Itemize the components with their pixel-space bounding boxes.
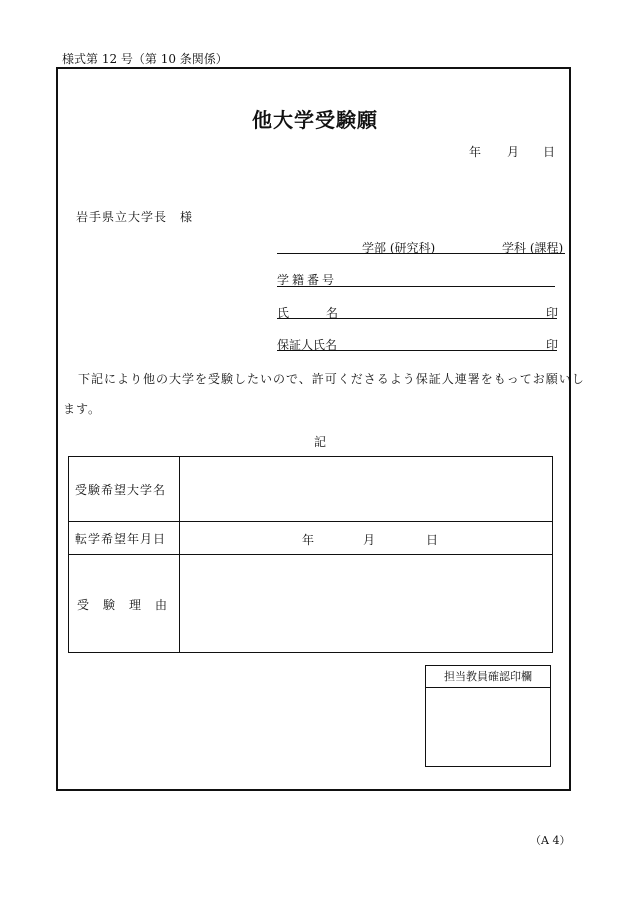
university-field[interactable] bbox=[180, 457, 553, 522]
reason-char-2: 験 bbox=[103, 597, 117, 612]
body-text-line-2: ます。 bbox=[63, 402, 102, 416]
date-day: 日 bbox=[543, 145, 556, 159]
reason-char-3: 理 bbox=[129, 597, 143, 612]
department-label: 学科 (課程) bbox=[502, 241, 564, 255]
university-label: 受験希望大学名 bbox=[69, 457, 180, 522]
name-label-second: 名 bbox=[326, 306, 339, 320]
confirmation-box-label: 担当教員確認印欄 bbox=[426, 666, 550, 688]
student-id-label: 学籍番号 bbox=[277, 273, 338, 287]
name-field[interactable] bbox=[277, 318, 557, 319]
reason-char-4: 由 bbox=[155, 597, 169, 612]
ki-heading: 記 bbox=[314, 435, 327, 449]
name-label-first: 氏 bbox=[277, 306, 290, 320]
guarantor-label: 保証人氏名 bbox=[277, 338, 338, 352]
transfer-year: 年 bbox=[302, 533, 315, 547]
transfer-date-field[interactable] bbox=[180, 522, 553, 555]
form-number: 様式第 12 号（第 10 条関係） bbox=[62, 52, 228, 66]
date-month: 月 bbox=[507, 145, 520, 159]
teacher-confirmation-box bbox=[425, 665, 551, 767]
faculty-underline bbox=[277, 253, 565, 254]
confirmation-stamp-area[interactable] bbox=[426, 688, 550, 766]
reason-label bbox=[69, 555, 180, 653]
faculty-label: 学部 (研究科) bbox=[362, 241, 436, 255]
table-row-reason bbox=[69, 555, 553, 653]
transfer-date-label: 転学希望年月日 bbox=[69, 522, 180, 555]
date-year: 年 bbox=[469, 145, 482, 159]
student-id-field[interactable] bbox=[277, 286, 555, 287]
table-row-university bbox=[69, 457, 553, 522]
body-text-line-1: 下記により他の大学を受験したいので、許可くださるよう保証人連署をもってお願いし bbox=[78, 372, 585, 386]
addressee: 岩手県立大学長 様 bbox=[76, 210, 194, 224]
name-seal: 印 bbox=[546, 306, 559, 320]
transfer-month: 月 bbox=[363, 533, 376, 547]
reason-char-1: 受 bbox=[77, 597, 91, 612]
detail-table bbox=[68, 456, 553, 653]
page-title: 他大学受験願 bbox=[252, 108, 378, 132]
table-row-transfer-date bbox=[69, 522, 553, 555]
guarantor-field[interactable] bbox=[277, 350, 557, 351]
guarantor-seal: 印 bbox=[546, 338, 559, 352]
reason-field[interactable] bbox=[180, 555, 553, 653]
transfer-day: 日 bbox=[426, 533, 439, 547]
paper-size-note: （A 4） bbox=[530, 834, 571, 847]
